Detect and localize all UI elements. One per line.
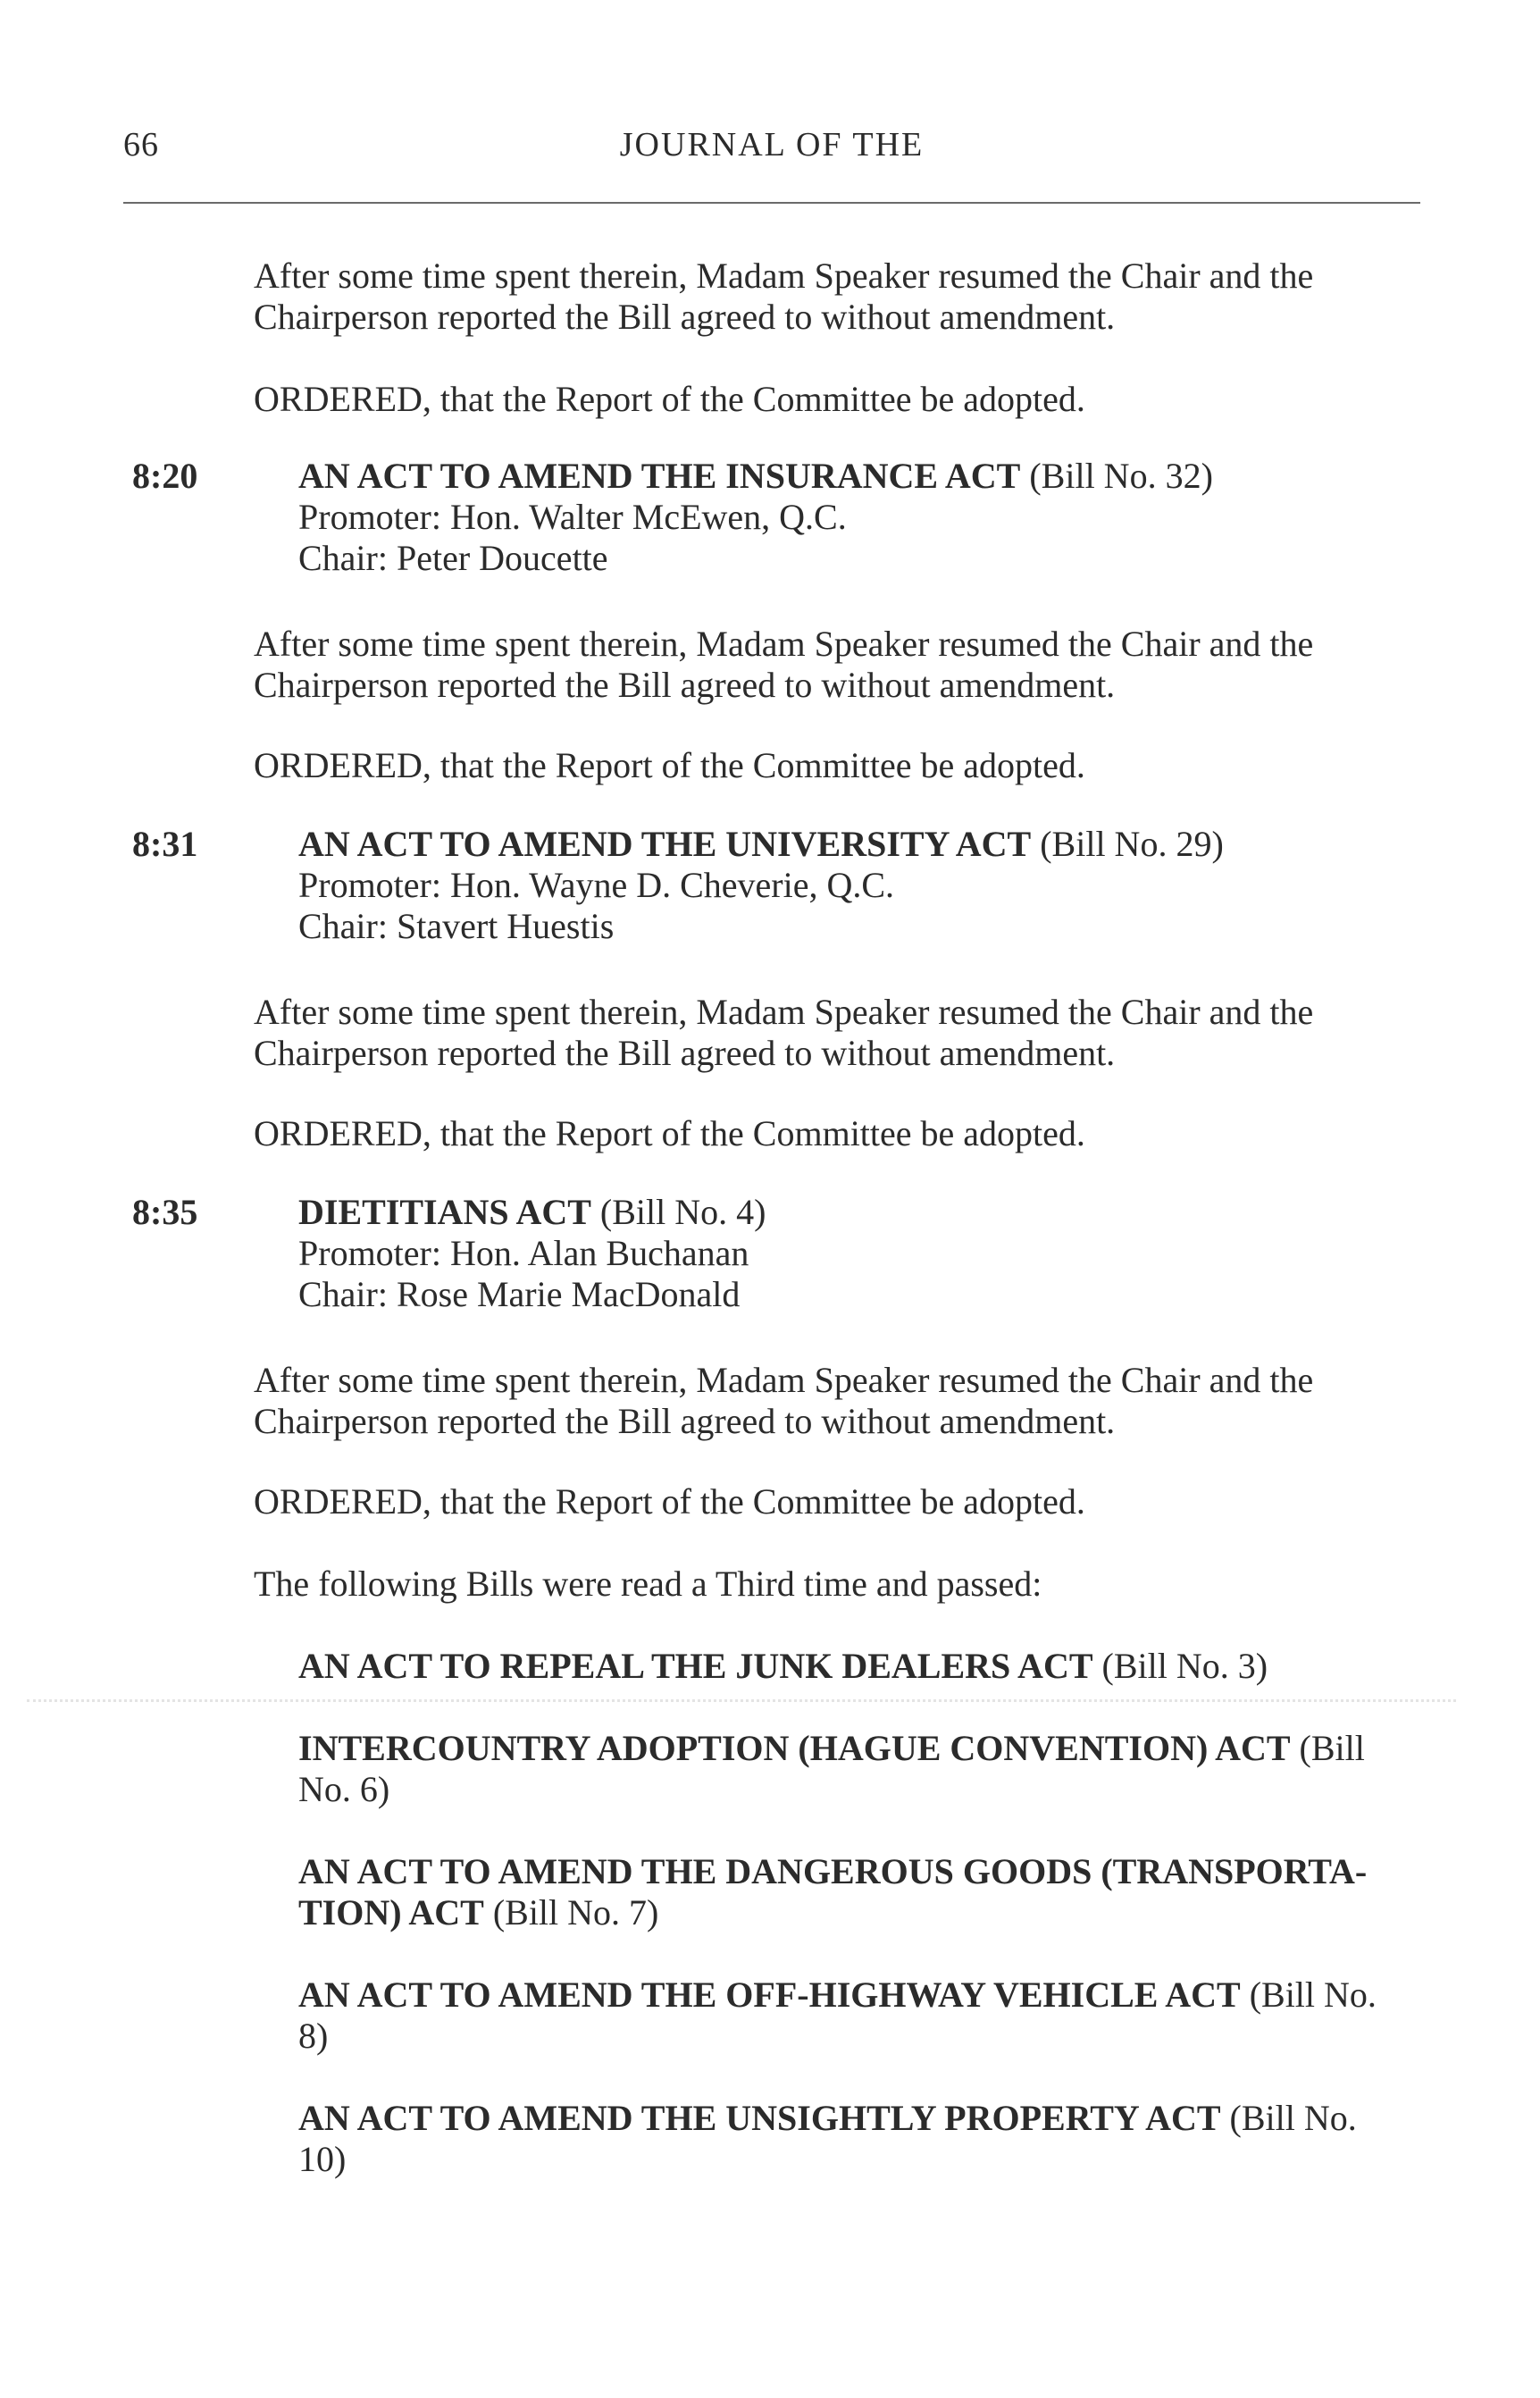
bill-title-continued: TION) ACT [298, 1892, 484, 1933]
third-reading-intro: The following Bills were read a Third time and passed: [254, 1564, 1042, 1604]
entry-details [298, 456, 1469, 579]
chair: Chair: Peter Doucette [298, 538, 608, 578]
chair: Chair: Stavert Huestis [298, 906, 615, 946]
bill-title: AN ACT TO AMEND THE UNIVERSITY ACT [298, 824, 1032, 864]
ordered-paragraph: ORDERED, that the Report of the Committee be adopted. [254, 1481, 1085, 1522]
bill-title: AN ACT TO AMEND THE UNSIGHTLY PROPERTY ACT [298, 2098, 1221, 2138]
passed-bill-item [298, 1851, 1469, 1933]
paragraph-line: Chairperson reported the Bill agreed to without amendment. [254, 297, 1116, 337]
paragraph-line: After some time spent therein, Madam Speaker resumed the Chair and the [254, 992, 1314, 1032]
paragraph-line: After some time spent therein, Madam Speaker resumed the Chair and the [254, 256, 1314, 296]
scan-artifact-divider [27, 1699, 1456, 1704]
paragraph-line: Chairperson reported the Bill agreed to without amendment. [254, 1033, 1116, 1073]
bill-number: (Bill No. 7) [483, 1892, 659, 1933]
paragraph-line: After some time spent therein, Madam Speaker resumed the Chair and the [254, 624, 1314, 664]
ordered-paragraph: ORDERED, that the Report of the Committee be adopted. [254, 745, 1085, 785]
bill-number-continued: No. 6) [298, 1769, 390, 1809]
bill-number: (Bill No. [1240, 1975, 1377, 2015]
committee-report-paragraph [254, 624, 1474, 706]
promoter: Promoter: Hon. Wayne D. Cheverie, Q.C. [298, 865, 895, 905]
bill-number-continued: 10) [298, 2139, 347, 2179]
entry-time: 8:31 [132, 824, 198, 864]
bill-title-line [298, 456, 1469, 497]
bill-title: AN ACT TO AMEND THE DANGEROUS GOODS (TRANSPORTA- [298, 1851, 1368, 1891]
passed-bill-item [298, 2098, 1469, 2180]
page-number: 66 [123, 126, 159, 164]
committee-report-paragraph [254, 256, 1474, 338]
ordered-paragraph: ORDERED, that the Report of the Committee be adopted. [254, 379, 1085, 419]
promoter: Promoter: Hon. Alan Buchanan [298, 1233, 749, 1273]
header-rule [123, 202, 1420, 204]
bill-title: AN ACT TO AMEND THE INSURANCE ACT [298, 456, 1021, 496]
ordered-paragraph: ORDERED, that the Report of the Committee be adopted. [254, 1113, 1085, 1153]
bill-title: AN ACT TO REPEAL THE JUNK DEALERS ACT [298, 1646, 1093, 1686]
bill-number: (Bill [1290, 1728, 1365, 1768]
bill-number: (Bill No. 3) [1092, 1646, 1268, 1686]
bill-title-line [298, 824, 1469, 865]
committee-report-paragraph [254, 1360, 1474, 1442]
paragraph-line: Chairperson reported the Bill agreed to without amendment. [254, 1401, 1116, 1441]
page-header [123, 125, 1420, 179]
committee-report-paragraph [254, 992, 1474, 1074]
running-head: JOURNAL OF THE [619, 126, 925, 164]
passed-bill-item [298, 1975, 1469, 2057]
entry-details [298, 824, 1469, 947]
passed-bill-item [298, 1646, 1469, 1687]
bill-number: (Bill No. 32) [1020, 456, 1213, 496]
bill-title: INTERCOUNTRY ADOPTION (HAGUE CONVENTION) ACT [298, 1728, 1291, 1768]
bill-number: (Bill No. 29) [1031, 824, 1224, 864]
chair: Chair: Rose Marie MacDonald [298, 1274, 741, 1314]
bill-title-line [298, 1192, 1469, 1233]
bill-title: DIETITIANS ACT [298, 1192, 591, 1232]
entry-details [298, 1192, 1469, 1315]
paragraph-line: Chairperson reported the Bill agreed to without amendment. [254, 665, 1116, 705]
paragraph-line: After some time spent therein, Madam Speaker resumed the Chair and the [254, 1360, 1314, 1400]
entry-time: 8:20 [132, 456, 198, 496]
promoter: Promoter: Hon. Walter McEwen, Q.C. [298, 497, 847, 537]
bill-number: (Bill No. 4) [590, 1192, 766, 1232]
bill-title: AN ACT TO AMEND THE OFF-HIGHWAY VEHICLE ACT [298, 1975, 1241, 2015]
passed-bill-item [298, 1728, 1469, 1810]
bill-number-continued: 8) [298, 2016, 329, 2056]
entry-time: 8:35 [132, 1192, 198, 1232]
bill-number: (Bill No. [1220, 2098, 1357, 2138]
